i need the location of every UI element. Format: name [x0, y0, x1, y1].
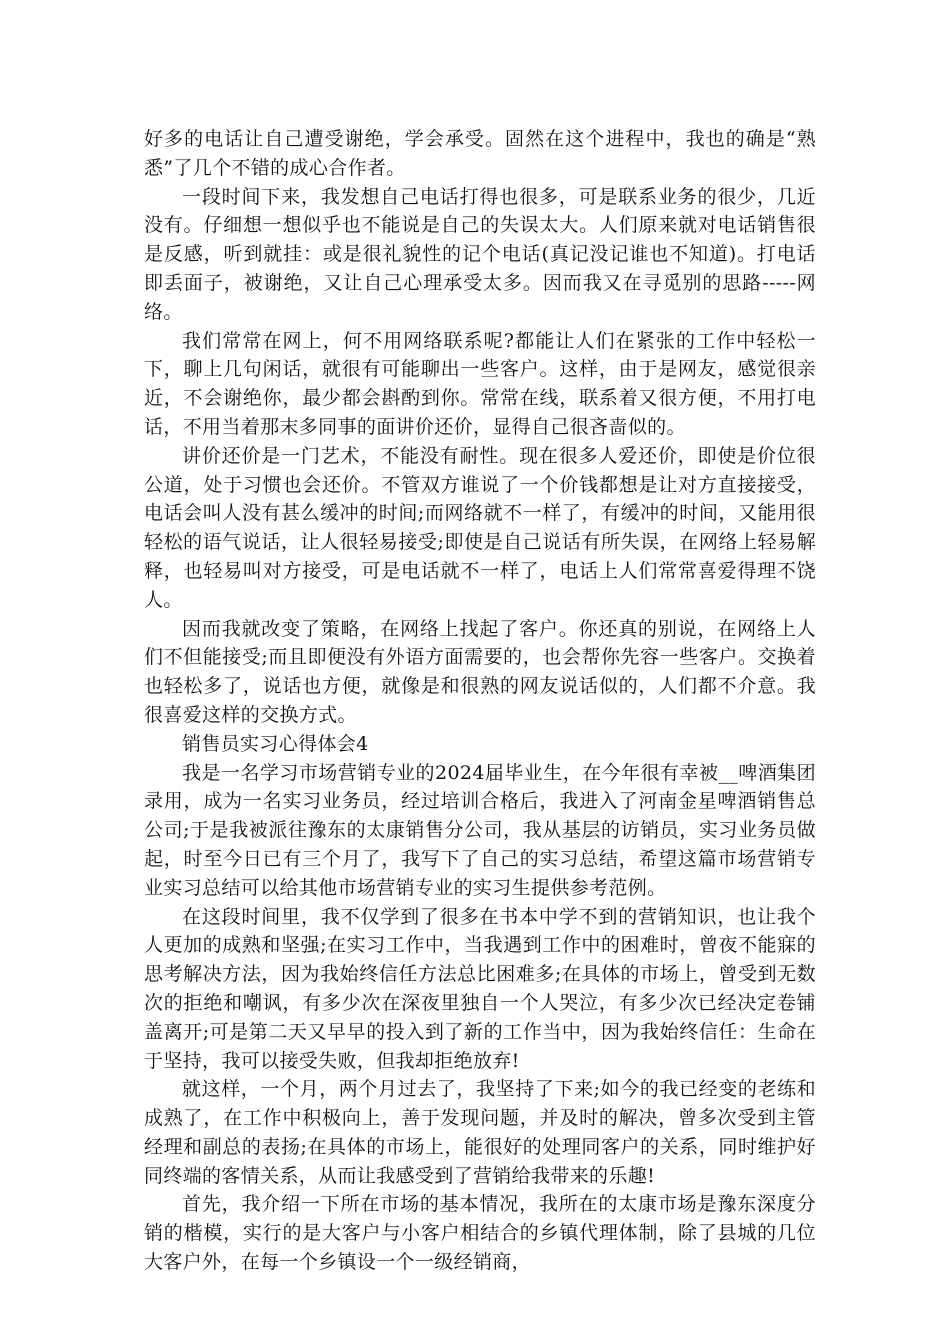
paragraph-7: 在这段时间里，我不仅学到了很多在书本中学不到的营销知识，也让我个人更加的成熟和坚强;在实习工作中，当我遇到工作中的困难时，曾夜不能寐的思考解决方法，因为我始终信任方法总比困难多;在具体的市场上，曾受到无数次的拒绝和嘲讽，有多少次在深夜里独自一个人哭泣，有多少次已经决定卷铺盖离开;可是第二天又早早的投入到了新的工作当中，因为我始终信任：生命在于坚持，我可以接受失败，但我却拒绝放弃! [144, 905, 816, 1072]
paragraph-3: 我们常常在网上，何不用网络联系呢?都能让人们在紧张的工作中轻松一下，聊上几句闲话，就很有可能聊出一些客户。这样，由于是网友，感觉很亲近，不会谢绝你，最少都会斟酌到你。常常在线，联系着又很方便，不用打电话，不用当着那末多同事的面讲价还价，显得自己很吝啬似的。 [144, 329, 816, 438]
paragraph-6: 我是一名学习市场营销专业的2024届毕业生，在今年很有幸被__啤酒集团录用，成为一名实习业务员，经过培训合格后，我进入了河南金星啤酒销售总公司;于是我被派往豫东的太康销售分公司，我从基层的访销员，实习业务员做起，时至今日已有三个月了，我写下了自己的实习总结，希望这篇市场营销专业实习总结可以给其他市场营销专业的实习生提供参考范例。 [144, 761, 816, 899]
paragraph-9: 首先，我介绍一下所在市场的基本情况，我所在的太康市场是豫东深度分销的楷模，实行的是大客户与小客户相结合的乡镇代理体制，除了县城的几位大客户外，在每一个乡镇设一个一级经销商， [144, 1193, 816, 1274]
section-heading: 销售员实习心得体会4 [182, 732, 369, 755]
paragraph-5: 因而我就改变了策略，在网络上找起了客户。你还真的别说，在网络上人们不但能接受;而且即便没有外语方面需要的，也会帮你先容一些客户。交换着也轻松多了，说话也方便，就像是和很熟的网友说话似的，人们都不介意。我很喜爱这样的交换方式。 [144, 617, 816, 726]
paragraph-4: 讲价还价是一门艺术，不能没有耐性。现在很多人爱还价，即使是价位很公道，处于习惯也会还价。不管双方谁说了一个价钱都想是让对方直接接受，电话会叫人没有甚么缓冲的时间;而网络就不一样了，有缓冲的时间，又能用很轻松的语气说话，让人很轻易接受;即使是自己说话有所失误，在网络上轻易解释，也轻易叫对方接受，可是电话就不一样了，电话上人们常常喜爱得理不饶人。 [144, 444, 816, 611]
document-body [144, 125, 816, 1277]
paragraph-2: 一段时间下来，我发想自己电话打得也很多，可是联系业务的很少，几近没有。仔细想一想似乎也不能说是自己的失误太大。人们原来就对电话销售很是反感，听到就挂：或是很礼貌性的记个电话(真记没记谁也不知道)。打电话即丢面子，被谢绝，又让自己心理承受太多。因而我又在寻觅别的思路-----网络。 [144, 185, 816, 323]
paragraph-8: 就这样，一个月，两个月过去了，我坚持了下来;如今的我已经变的老练和成熟了，在工作中积极向上，善于发现问题，并及时的解决，曾多次受到主管经理和副总的表扬;在具体的市场上，能很好的处理同客户的关系，同时维护好同终端的客情关系，从而让我感受到了营销给我带来的乐趣! [144, 1078, 816, 1187]
paragraph-1: 好多的电话让自己遭受谢绝，学会承受。固然在这个进程中，我也的确是“熟悉”了几个不错的成心合作者。 [144, 128, 816, 179]
